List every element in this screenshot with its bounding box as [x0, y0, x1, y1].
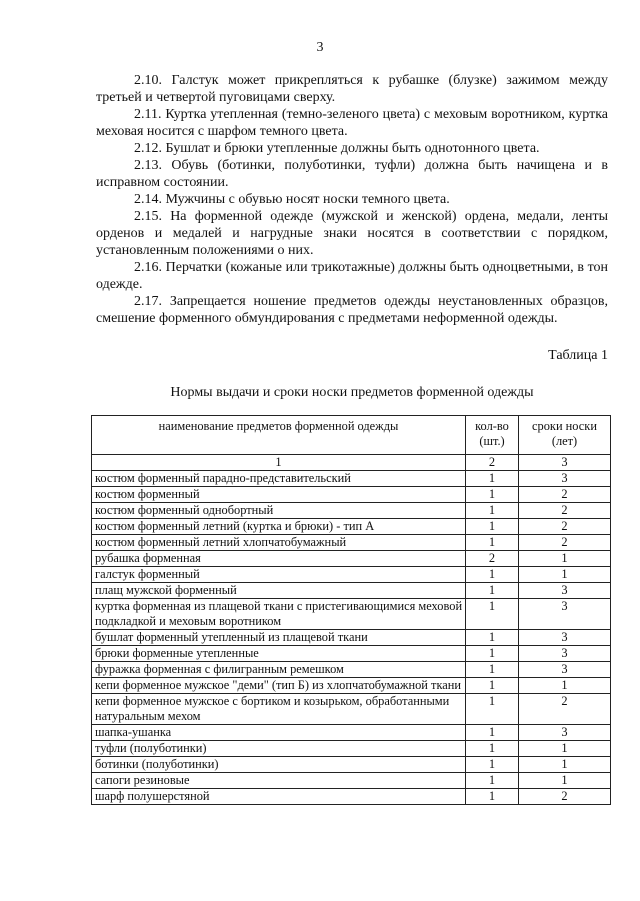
cell-wear-period: 3 [519, 725, 611, 741]
table-title: Нормы выдачи и сроки носки предметов форменной одежды [170, 385, 534, 400]
table-row [92, 471, 611, 487]
cell-wear-period: 1 [519, 678, 611, 694]
table-row [92, 599, 611, 630]
table-row [92, 757, 611, 773]
table-row [92, 741, 611, 757]
cell-quantity: 1 [466, 725, 519, 741]
cell-item-name: бушлат форменный утепленный из плащевой ткани [92, 630, 466, 646]
cell-wear-period: 1 [519, 567, 611, 583]
cell-item-name: фуражка форменная с филигранным ремешком [92, 662, 466, 678]
paragraph-2-11: 2.11. Куртка утепленная (темно-зеленого цвета) с меховым воротником, куртка меховая носится с шарфом темного цвета. [96, 107, 608, 139]
cell-wear-period: 2 [519, 487, 611, 503]
table-column-numbers-row [92, 455, 611, 471]
cell-item-name: плащ мужской форменный [92, 583, 466, 599]
cell-wear-period: 2 [519, 694, 611, 725]
cell-quantity: 1 [466, 630, 519, 646]
table-body [92, 471, 611, 805]
cell-item-name: кепи форменное мужское "деми" (тип Б) из хлопчатобумажной ткани [92, 678, 466, 694]
table-row [92, 583, 611, 599]
cell-quantity: 1 [466, 646, 519, 662]
cell-item-name: кепи форменное мужское с бортиком и козырьком, обработанными натуральным мехом [92, 694, 466, 725]
cell-quantity: 1 [466, 487, 519, 503]
cell-quantity: 1 [466, 662, 519, 678]
cell-wear-period: 1 [519, 757, 611, 773]
table-row [92, 551, 611, 567]
cell-wear-period: 1 [519, 551, 611, 567]
column-number: 1 [92, 455, 466, 471]
paragraph-2-13: 2.13. Обувь (ботинки, полуботинки, туфли) должна быть начищена и в исправном состоянии. [96, 158, 608, 190]
paragraph-2-14: 2.14. Мужчины с обувью носят носки темного цвета. [134, 192, 450, 207]
cell-quantity: 1 [466, 599, 519, 630]
cell-item-name: костюм форменный летний хлопчатобумажный [92, 535, 466, 551]
cell-item-name: костюм форменный парадно-представительский [92, 471, 466, 487]
table-caption: Таблица 1 [548, 348, 608, 363]
paragraph-2-12: 2.12. Бушлат и брюки утепленные должны быть однотонного цвета. [134, 141, 540, 156]
cell-quantity: 1 [466, 678, 519, 694]
paragraph-2-17: 2.17. Запрещается ношение предметов одежды неустановленных образцов, смешение форменного обмундирования с предметами неформенной одежды. [96, 294, 608, 326]
table-header-row [92, 416, 611, 455]
cell-quantity: 1 [466, 583, 519, 599]
cell-item-name: костюм форменный летний (куртка и брюки) - тип А [92, 519, 466, 535]
cell-wear-period: 2 [519, 789, 611, 805]
cell-quantity: 1 [466, 503, 519, 519]
cell-wear-period: 2 [519, 503, 611, 519]
page-number: 3 [316, 40, 324, 55]
table-row [92, 519, 611, 535]
column-number: 3 [519, 455, 611, 471]
cell-wear-period: 3 [519, 646, 611, 662]
cell-item-name: ботинки (полуботинки) [92, 757, 466, 773]
column-number: 2 [466, 455, 519, 471]
cell-wear-period: 1 [519, 773, 611, 789]
cell-wear-period: 3 [519, 599, 611, 630]
cell-item-name: шарф полушерстяной [92, 789, 466, 805]
cell-quantity: 1 [466, 535, 519, 551]
cell-quantity: 1 [466, 519, 519, 535]
table-row [92, 567, 611, 583]
cell-item-name: галстук форменный [92, 567, 466, 583]
body-text [96, 72, 608, 327]
paragraph-2-16: 2.16. Перчатки (кожаные или трикотажные) должны быть одноцветными, в тон одежде. [96, 260, 608, 292]
cell-quantity: 1 [466, 789, 519, 805]
table-row [92, 725, 611, 741]
cell-item-name: костюм форменный однобортный [92, 503, 466, 519]
cell-item-name: костюм форменный [92, 487, 466, 503]
cell-item-name: шапка-ушанка [92, 725, 466, 741]
paragraph-2-10: 2.10. Галстук может прикрепляться к рубашке (блузке) зажимом между третьей и четвертой пуговицами сверху. [96, 73, 608, 105]
cell-quantity: 2 [466, 551, 519, 567]
table-row [92, 694, 611, 725]
cell-wear-period: 2 [519, 519, 611, 535]
cell-item-name: брюки форменные утепленные [92, 646, 466, 662]
cell-quantity: 1 [466, 694, 519, 725]
cell-item-name: сапоги резиновые [92, 773, 466, 789]
cell-quantity: 1 [466, 741, 519, 757]
table-row [92, 678, 611, 694]
cell-wear-period: 1 [519, 741, 611, 757]
table-row [92, 646, 611, 662]
table-row [92, 662, 611, 678]
cell-item-name: рубашка форменная [92, 551, 466, 567]
cell-item-name: куртка форменная из плащевой ткани с пристегивающимися меховой подкладкой и меховым воротником [92, 599, 466, 630]
cell-wear-period: 3 [519, 583, 611, 599]
cell-item-name: туфли (полуботинки) [92, 741, 466, 757]
paragraph-2-15: 2.15. На форменной одежде (мужской и женской) ордена, медали, ленты орденов и медалей и нагрудные знаки носятся в соответствии с порядком, установленным положениями о них. [96, 209, 608, 258]
cell-wear-period: 3 [519, 630, 611, 646]
cell-quantity: 1 [466, 757, 519, 773]
cell-quantity: 1 [466, 567, 519, 583]
header-quantity: кол-во (шт.) [466, 416, 519, 455]
cell-quantity: 1 [466, 471, 519, 487]
header-item-name: наименование предметов форменной одежды [92, 416, 466, 455]
table-row [92, 630, 611, 646]
uniform-norms-table [91, 415, 611, 805]
table-row [92, 773, 611, 789]
table-row [92, 535, 611, 551]
cell-wear-period: 3 [519, 471, 611, 487]
cell-wear-period: 2 [519, 535, 611, 551]
cell-wear-period: 3 [519, 662, 611, 678]
table-row [92, 503, 611, 519]
header-wear-period: сроки носки (лет) [519, 416, 611, 455]
table-row [92, 487, 611, 503]
cell-quantity: 1 [466, 773, 519, 789]
table-row [92, 789, 611, 805]
